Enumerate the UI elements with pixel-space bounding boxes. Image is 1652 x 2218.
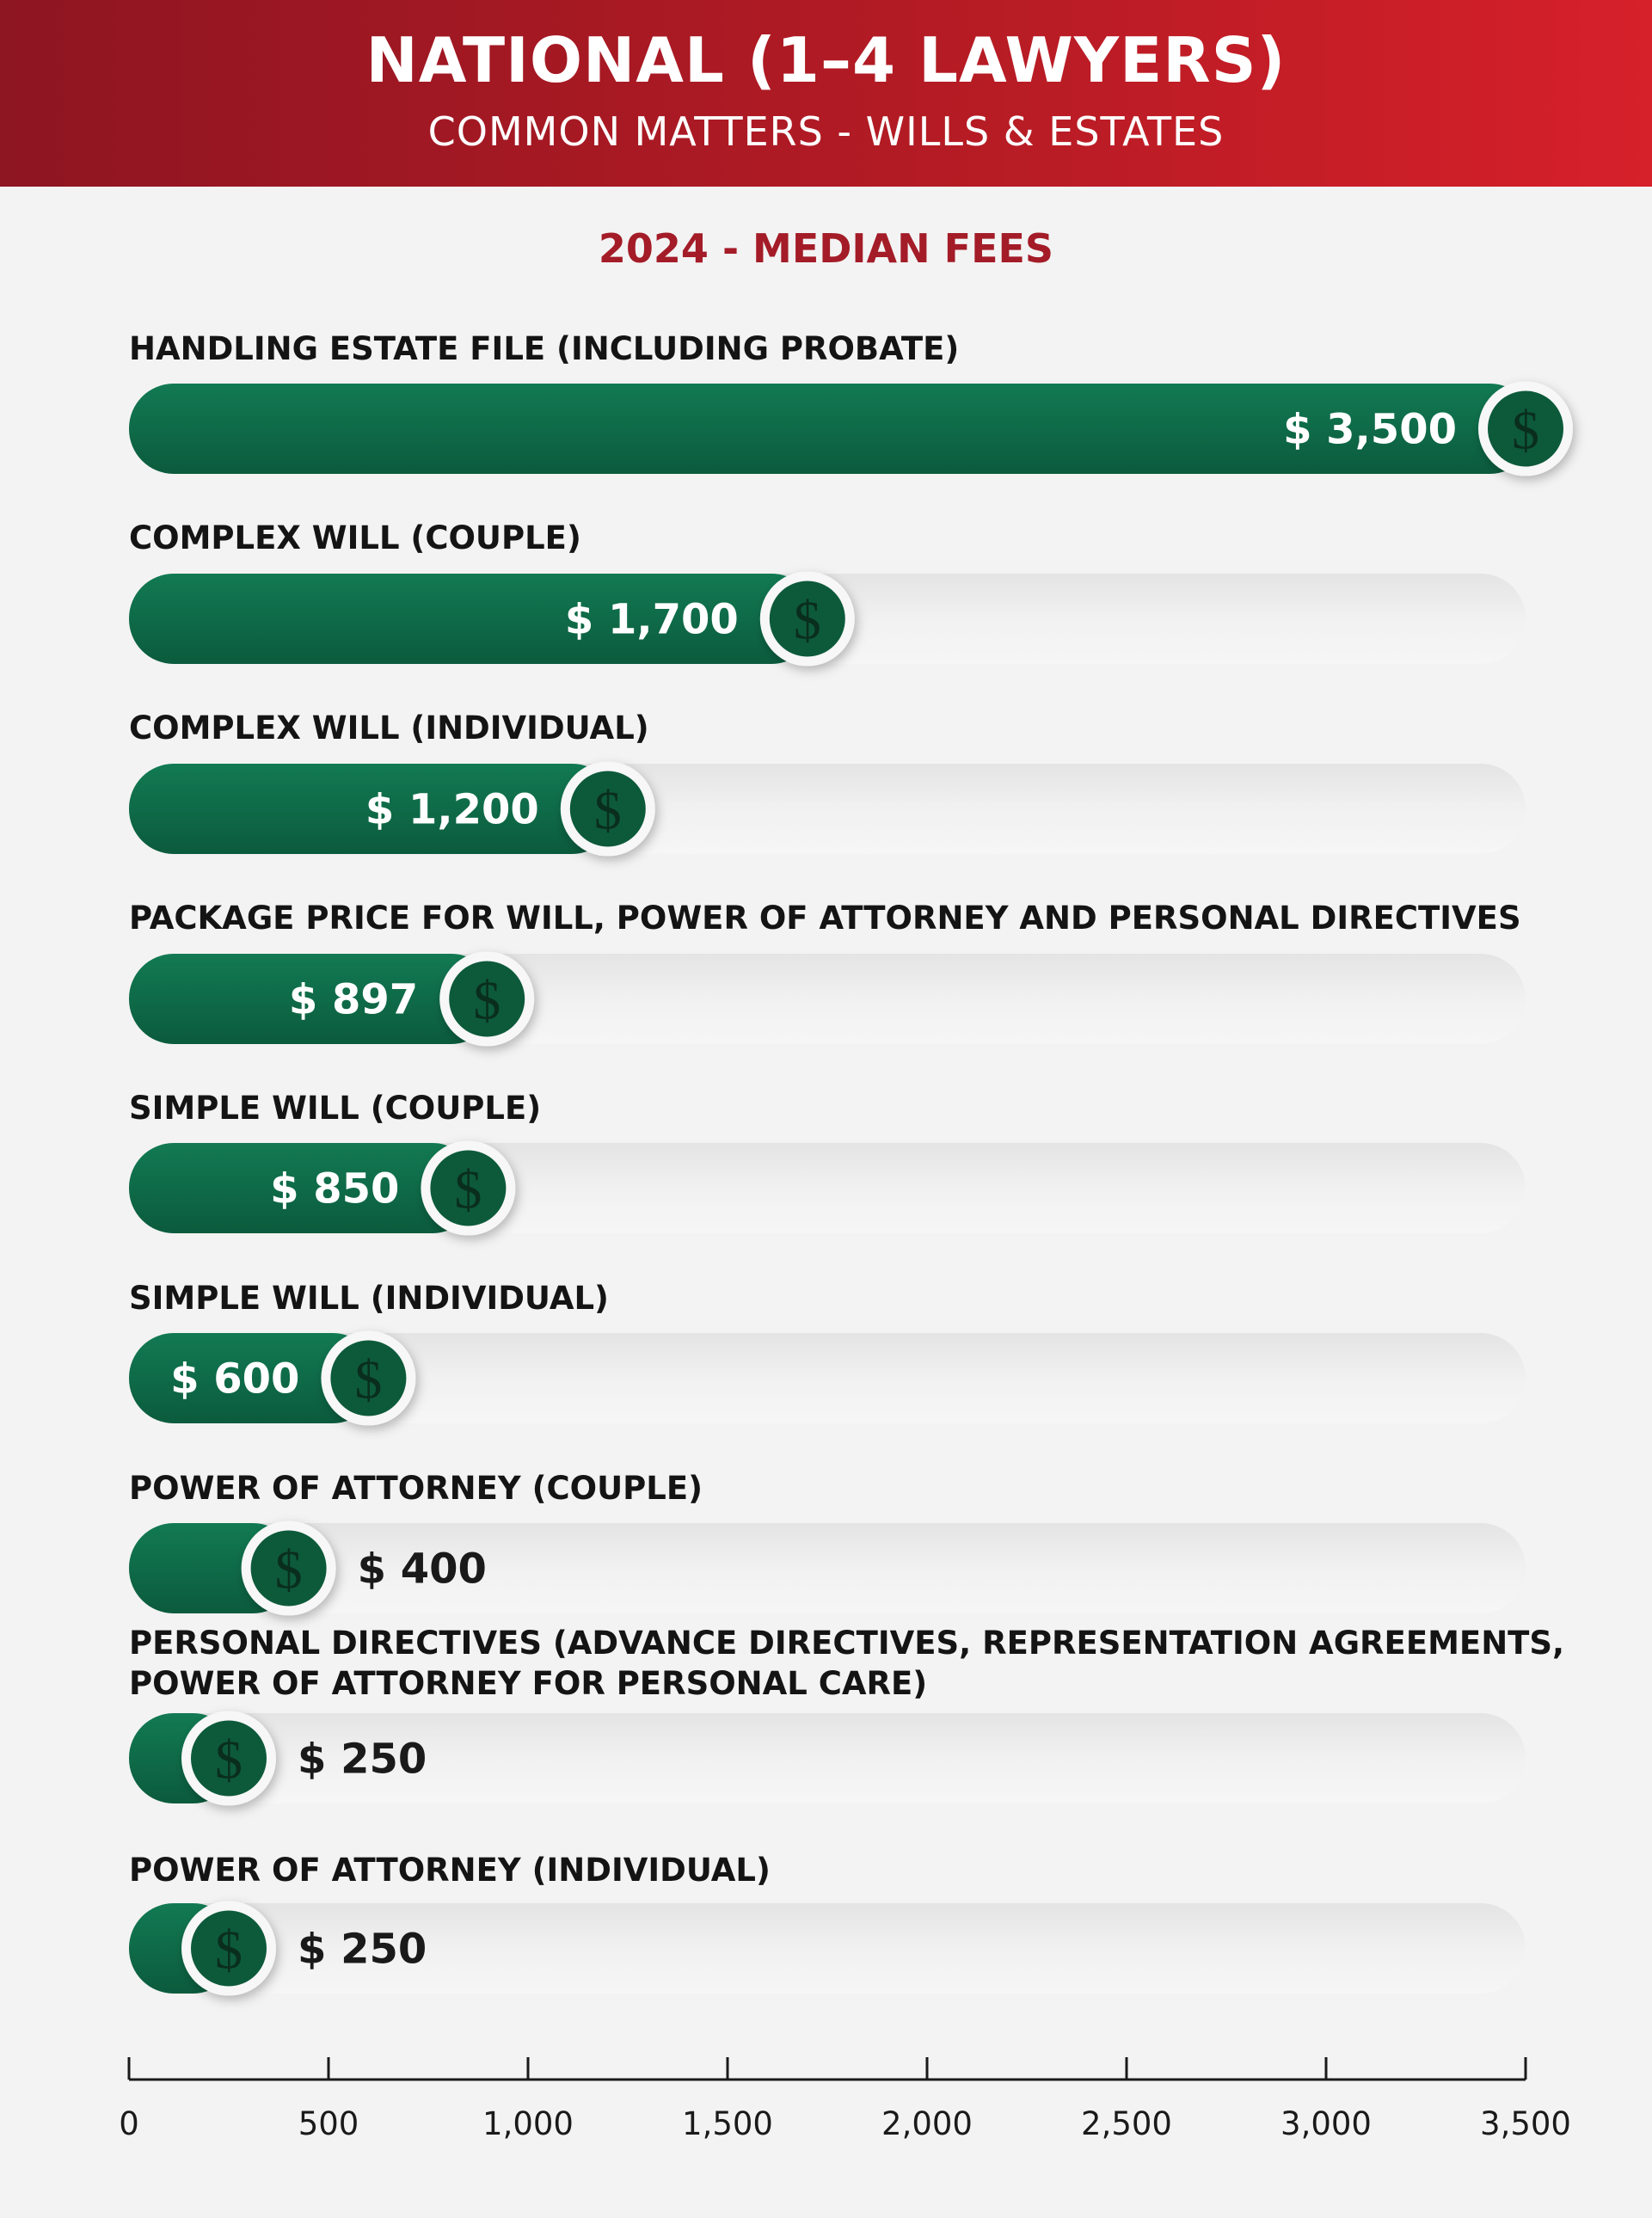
- svg-text:$: $: [215, 1919, 243, 1981]
- bar-row: [129, 710, 1526, 857]
- x-tick-label: 1,500: [682, 2105, 773, 2142]
- dollar-icon: [321, 1331, 415, 1426]
- category-label: PERSONAL DIRECTIVES (ADVANCE DIRECTIVES, REPRESENTATION AGREEMENTS,: [129, 1625, 1565, 1662]
- x-axis: [119, 2057, 1571, 2142]
- bar-row: [129, 1625, 1564, 1806]
- svg-text:$: $: [454, 1158, 482, 1220]
- value-label: $ 850: [270, 1164, 400, 1213]
- svg-text:$: $: [215, 1729, 243, 1791]
- value-label: $ 897: [288, 975, 419, 1024]
- x-tick-label: 2,000: [881, 2105, 973, 2142]
- bar-row: [129, 900, 1526, 1047]
- svg-text:$: $: [793, 589, 821, 651]
- bar-row: [129, 330, 1573, 476]
- value-label: $ 1,700: [564, 595, 739, 644]
- chart-heading: 2024 - MEDIAN FEES: [598, 225, 1054, 272]
- category-label: POWER OF ATTORNEY (COUPLE): [129, 1470, 703, 1507]
- value-label: $ 600: [170, 1355, 300, 1404]
- dollar-icon: [242, 1521, 336, 1616]
- svg-text:$: $: [354, 1349, 383, 1410]
- category-label: SIMPLE WILL (COUPLE): [129, 1090, 542, 1127]
- x-tick-label: 1,000: [482, 2105, 574, 2142]
- bar-row: [129, 519, 1526, 667]
- category-label: SIMPLE WILL (INDIVIDUAL): [129, 1280, 609, 1317]
- bar-row: [129, 1280, 1526, 1426]
- page-title: NATIONAL (1–4 LAWYERS): [365, 24, 1287, 96]
- svg-text:$: $: [274, 1539, 303, 1601]
- bar-row: [129, 1852, 1526, 1996]
- dollar-icon: [181, 1902, 276, 1996]
- category-label: PACKAGE PRICE FOR WILL, POWER OF ATTORNEY AND PERSONAL DIRECTIVES: [129, 900, 1521, 937]
- x-tick-label: 2,500: [1081, 2105, 1172, 2142]
- dollar-icon: [1478, 382, 1573, 476]
- value-label: $ 400: [357, 1545, 487, 1594]
- svg-text:$: $: [593, 779, 622, 841]
- svg-text:$: $: [1512, 399, 1539, 461]
- x-tick-label: 3,500: [1480, 2105, 1571, 2142]
- value-label: $ 250: [298, 1925, 427, 1974]
- x-tick-label: 3,000: [1280, 2105, 1372, 2142]
- value-label: $ 1,200: [365, 785, 539, 834]
- dollar-icon: [181, 1711, 276, 1806]
- bar-row: [129, 1470, 1526, 1616]
- x-tick-label: 500: [298, 2105, 359, 2142]
- category-label: COMPLEX WILL (INDIVIDUAL): [129, 710, 649, 747]
- dollar-icon: [439, 952, 534, 1047]
- svg-text:$: $: [473, 969, 501, 1031]
- dollar-icon: [421, 1141, 515, 1236]
- dollar-icon: [760, 572, 855, 667]
- category-label: POWER OF ATTORNEY (INDIVIDUAL): [129, 1852, 771, 1889]
- page-subtitle: COMMON MATTERS - WILLS & ESTATES: [427, 108, 1225, 155]
- value-label: $ 250: [298, 1735, 427, 1784]
- category-label: HANDLING ESTATE FILE (INCLUDING PROBATE): [129, 330, 960, 367]
- bar-row: [129, 1090, 1526, 1236]
- value-label: $ 3,500: [1283, 405, 1457, 454]
- category-label: COMPLEX WILL (COUPLE): [129, 519, 581, 556]
- dollar-icon: [561, 762, 655, 857]
- category-label: POWER OF ATTORNEY FOR PERSONAL CARE): [129, 1665, 928, 1702]
- bar-track: [129, 1523, 1526, 1613]
- x-tick-label: 0: [119, 2105, 139, 2142]
